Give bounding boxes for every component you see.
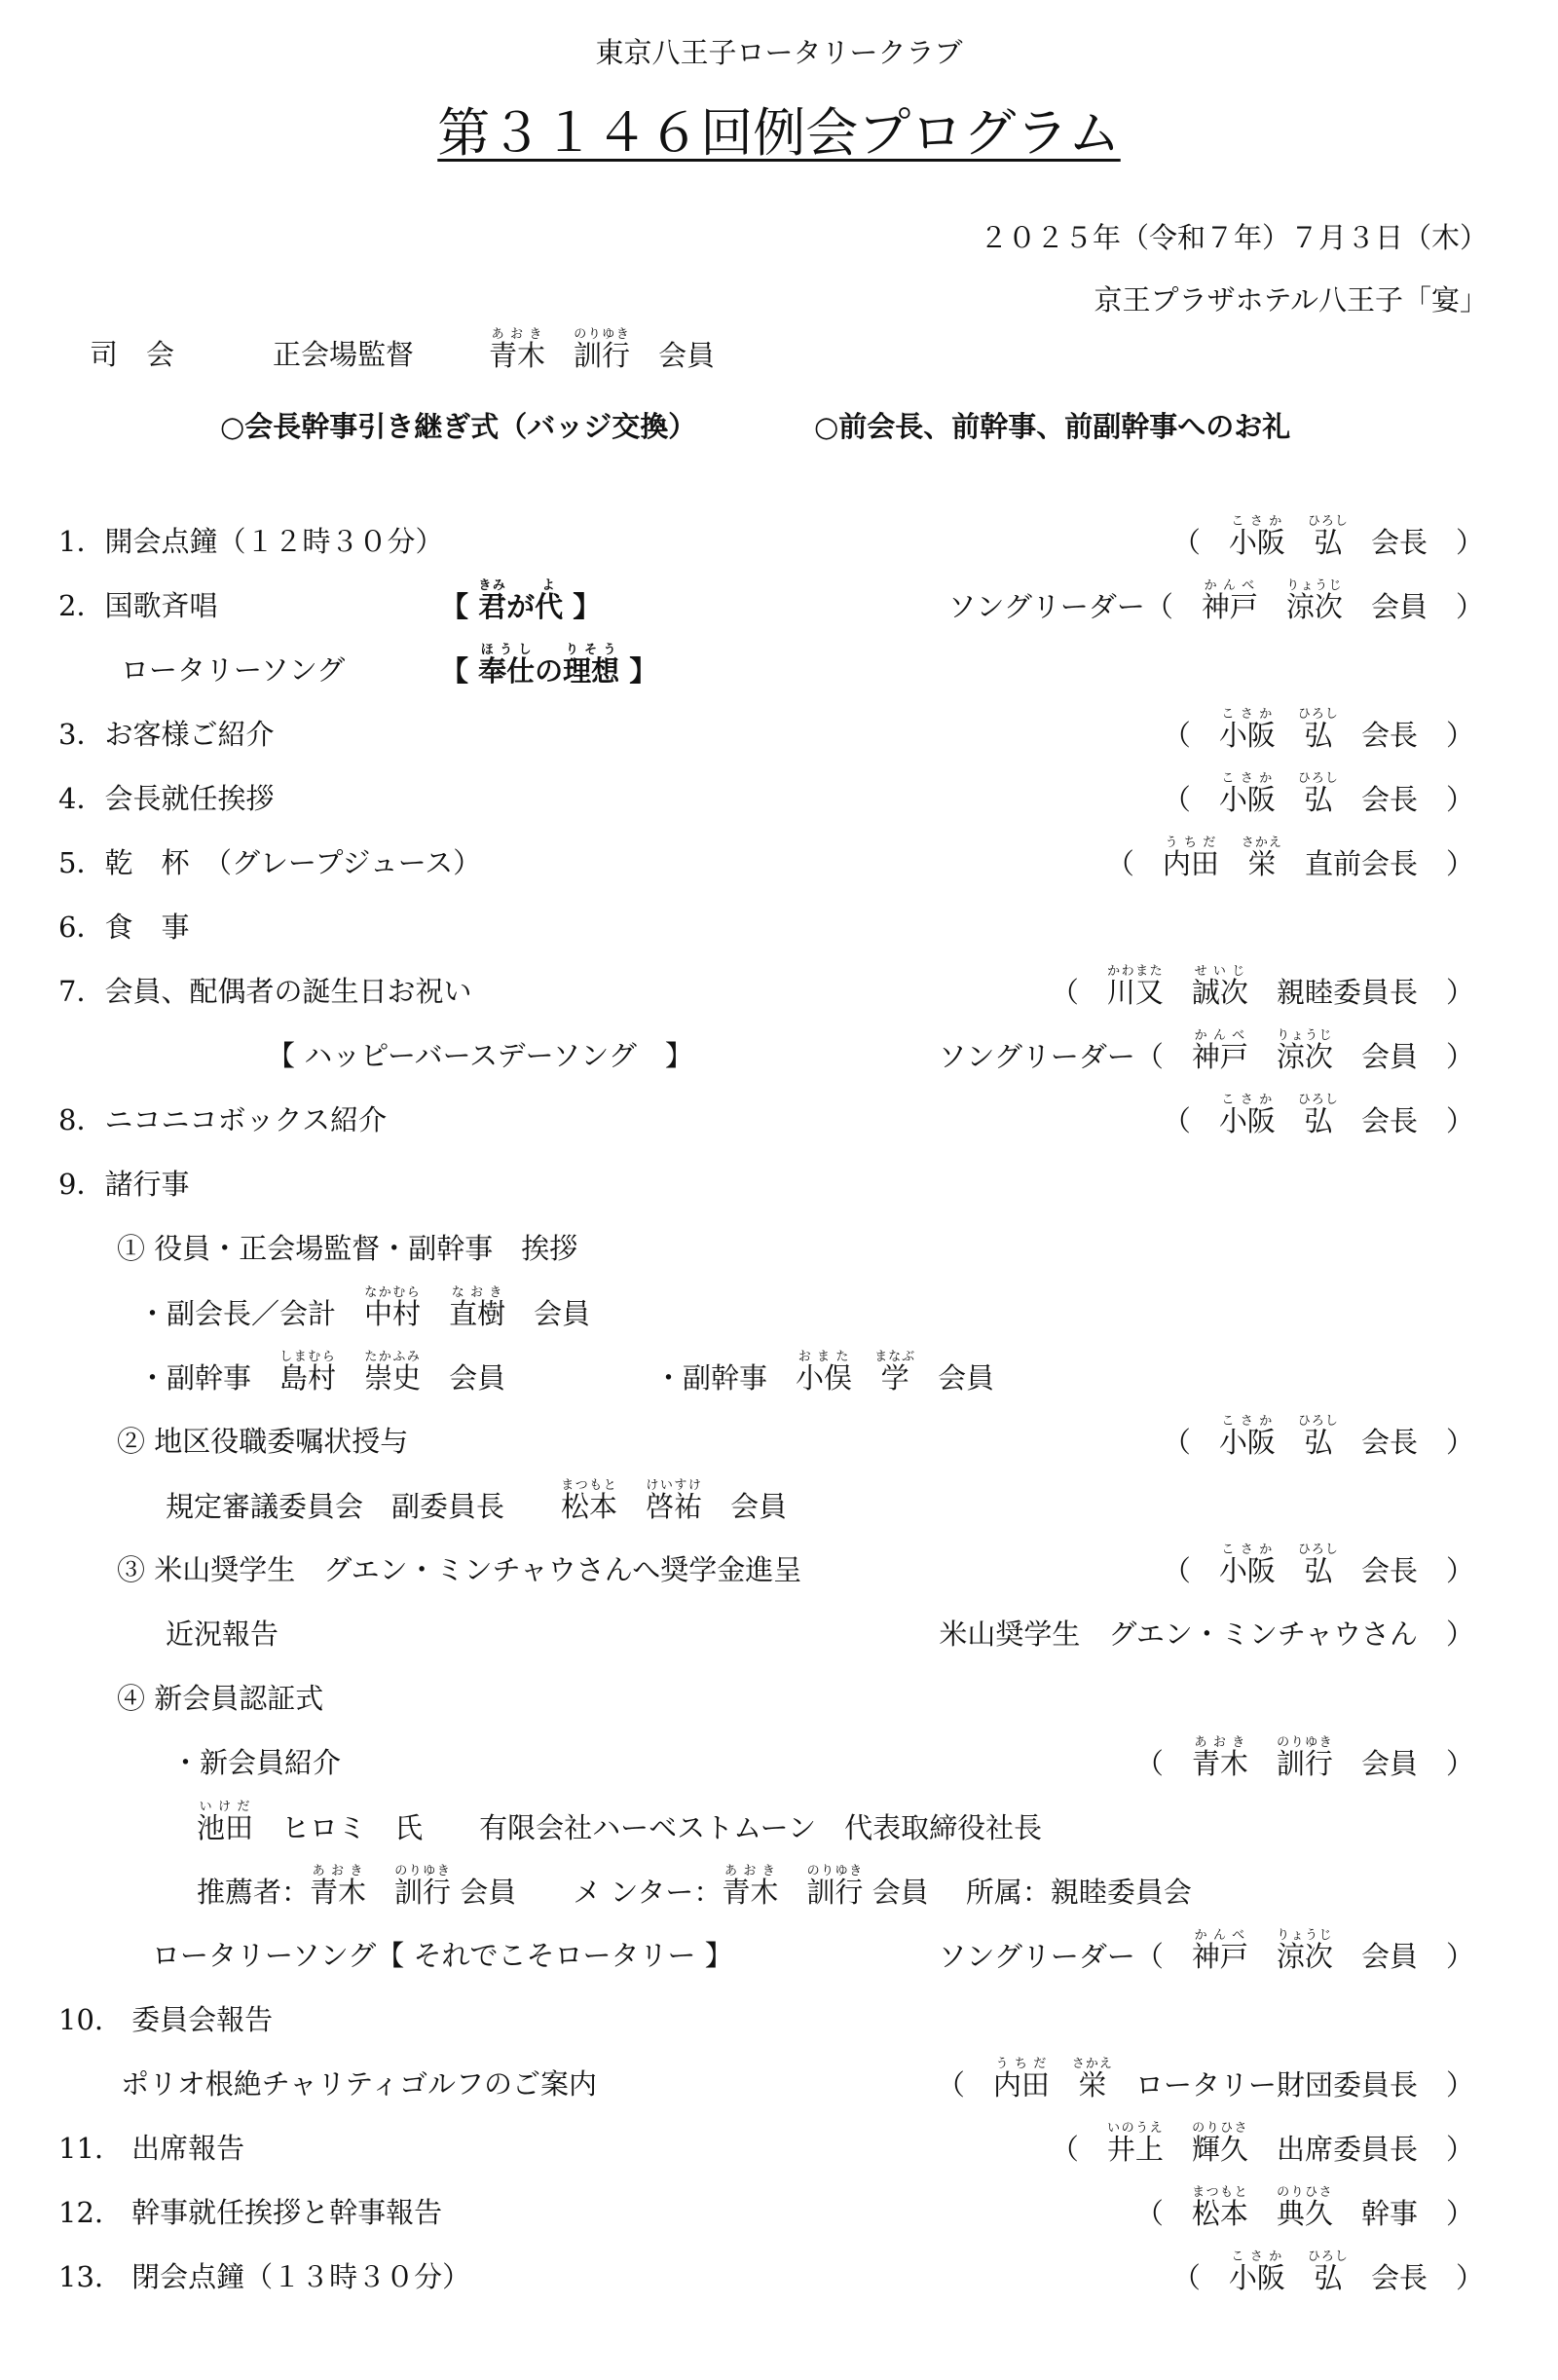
page-title: 第３１４６回例会プログラム [437, 102, 1121, 164]
item-3-label: 3．お客様ご紹介 [58, 718, 275, 751]
item-1-label: 1．開会点鐘（１２時３０分） [58, 525, 444, 558]
item-10a-label: ポリオ根絶チャリティゴルフのご案内 [121, 2067, 597, 2101]
mc-name: 青木あおき 訓行のりゆき 会員 [489, 327, 716, 372]
item-7-person: （ 川又かわまた 誠次せいじ 親睦委員長 ） [1050, 964, 1474, 1009]
notice-thanks: ○前会長、前幹事、前副幹事へのお礼 [814, 410, 1291, 443]
item-7b-leader: ソングリーダー（ 神戸かんべ 涼次りょうじ 会員 ） [938, 1028, 1474, 1073]
notice-handover: ○会長幹事引き継ぎ式（バッジ交換） [220, 410, 697, 443]
item-10a-person: （ 内田うちだ 栄さかえ ロータリー財団委員長 ） [936, 2057, 1474, 2101]
item-9-4-label: ④ 新会員認証式 [117, 1682, 324, 1715]
club-name: 東京八王子ロータリークラブ [595, 36, 963, 69]
venue: 京王プラザホテル八王子「宴」 [1094, 283, 1488, 316]
item-9-2-label: ② 地区役職委嘱状授与 [117, 1425, 409, 1458]
item-12-label: 12. 幹事就任挨拶と幹事報告 [58, 2196, 443, 2229]
item-5-label: 5．乾 杯 （グレープジュース） [58, 846, 482, 879]
item-7-label: 7．会員、配偶者の誕生日お祝い [58, 975, 472, 1008]
item-9-4a-label: ・新会員紹介 [171, 1746, 342, 1779]
item-2-song: 【 君きみが代よ 】 [440, 578, 602, 623]
meeting-date: ２０２５年（令和７年）７月３日（木） [979, 221, 1488, 254]
item-9-3-label: ③ 米山奨学生 グエン・ミンチャウさんへ奨学金進呈 [117, 1553, 802, 1586]
item-9-4a-person: （ 青木あおき 訓行のりゆき 会員 ） [1134, 1735, 1474, 1780]
item-1-person: （ 小阪こさか 弘ひろし 会長 ） [1171, 514, 1484, 559]
item-4-person: （ 小阪こさか 弘ひろし 会長 ） [1162, 771, 1474, 816]
item-6-label: 6．食 事 [58, 911, 190, 944]
item-9-4b: 池田いけだ ヒロミ 氏 有限会社ハーベストムーン 代表取締役社長 [197, 1800, 1043, 1844]
item-4-label: 4．会長就任挨拶 [58, 782, 275, 815]
item-5-person: （ 内田うちだ 栄さかえ 直前会長 ） [1105, 836, 1474, 880]
item-9-label: 9．諸行事 [58, 1168, 190, 1201]
item-12-person: （ 松本まつもと 典久のりひさ 幹事 ） [1134, 2185, 1474, 2230]
item-8-label: 8．ニコニコボックス紹介 [58, 1103, 388, 1136]
item-11-person: （ 井上いのうえ 輝久のりひさ 出席委員長 ） [1050, 2121, 1474, 2166]
item-9-1a: ・副会長／会計 中村なかむら 直樹なおき 会員 [138, 1285, 591, 1330]
mc-label: 司 会 [90, 338, 175, 371]
item-8-person: （ 小阪こさか 弘ひろし 会長 ） [1162, 1093, 1474, 1137]
mc-role: 正会場監督 [273, 338, 415, 371]
item-7b-song: 【 ハッピーバースデーソング 】 [267, 1039, 693, 1072]
item-3-person: （ 小阪こさか 弘ひろし 会長 ） [1162, 707, 1474, 752]
item-9-3a-right: 米山奨学生 グエン・ミンチャウさん ） [939, 1618, 1474, 1651]
item-9-3a-label: 近況報告 [166, 1618, 279, 1651]
item-2b-song: 【 奉仕ほうしの理想りそう 】 [440, 643, 658, 688]
item-10-label: 10. 委員会報告 [58, 2003, 274, 2036]
item-9-4d-leader: ソングリーダー（ 神戸かんべ 涼次りょうじ 会員 ） [938, 1928, 1474, 1973]
item-13-person: （ 小阪こさか 弘ひろし 会長 ） [1171, 2250, 1484, 2294]
item-11-label: 11. 出席報告 [58, 2132, 245, 2165]
item-13-label: 13. 閉会点鐘（１３時３０分） [58, 2260, 471, 2293]
item-9-4c: 推薦者：青木あおき 訓行のりゆき 会員 メ ンター：青木あおき 訓行のりゆき 会員 所属：親睦委員会 [197, 1864, 1192, 1909]
item-9-1-label: ① 役員・正会場監督・副幹事 挨拶 [117, 1232, 578, 1265]
item-9-4d-label: ロータリーソング【 それでこそロータリー 】 [152, 1939, 733, 1972]
item-2-label: 2．国歌斉唱 [58, 589, 218, 622]
item-9-1b-right: ・副幹事 小俣おまた 学まなぶ 会員 [654, 1350, 995, 1395]
item-2-leader: ソングリーダー（ 神戸かんべ 涼次りょうじ 会員 ） [947, 578, 1484, 623]
item-9-2-person: （ 小阪こさか 弘ひろし 会長 ） [1162, 1414, 1474, 1459]
item-9-3-person: （ 小阪こさか 弘ひろし 会長 ） [1162, 1543, 1474, 1587]
item-2b-label: ロータリーソング [121, 653, 346, 687]
item-9-1b-left: ・副幹事 島村しまむら 崇史たかふみ 会員 [138, 1350, 506, 1395]
item-9-2a: 規定審議委員会 副委員長 松本まつもと 啓祐けいすけ 会員 [166, 1478, 788, 1523]
